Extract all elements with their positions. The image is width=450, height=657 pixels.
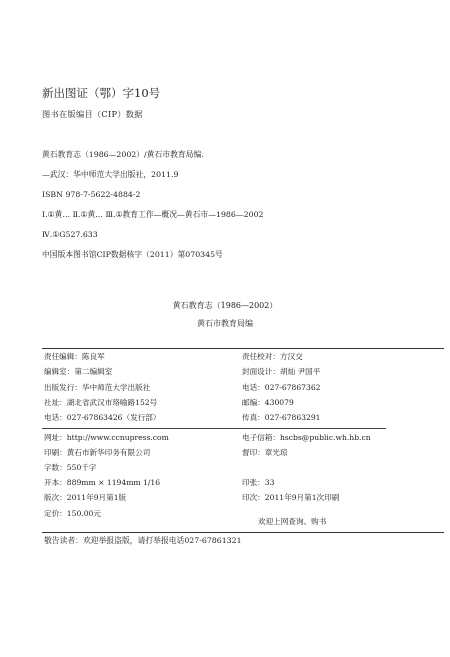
imprint-price: 定价：150.00元 (44, 509, 101, 518)
imprint-printing: 印次：2011年9月第1次印刷 (242, 493, 340, 502)
cip-line-subjects: Ⅰ.①黄… Ⅱ.①黄… Ⅲ.①教育工作—概况—黄石市—1986—2002 (42, 210, 264, 219)
imprint-format: 开本：889mm × 1194mm 1/16 (44, 478, 161, 487)
imprint-printer: 印刷：黄石市新华印务有限公司 (44, 448, 151, 457)
imprint-address: 社址：湖北省武汉市珞喻路152号 (44, 398, 158, 407)
imprint-print-supervisor: 督印：章光琼 (242, 448, 288, 457)
imprint-phone-sales: 电话：027-67863426（发行部） (44, 413, 161, 422)
imprint-fax: 传真：027-67863291 (242, 413, 321, 422)
cip-line-title: 黄石教育志（1986—2002）/黄石市教育局编. (42, 150, 204, 159)
imprint-responsible-editor: 责任编辑：陈良军 (44, 352, 105, 361)
imprint-email: 电子信箱：hscbs@public.wh.hb.cn (242, 433, 371, 442)
cip-record (42, 150, 264, 270)
cip-heading: 图书在版编目（CIP）数据 (42, 109, 143, 119)
imprint-website: 网址：http://www.ccnupress.com (44, 433, 169, 442)
license-number: 新出图证（鄂）字10号 (42, 86, 161, 100)
cip-line-verification: 中国版本图书馆CIP数据核字（2011）第070345号 (42, 250, 223, 259)
cip-line-classification: Ⅳ.①G527.633 (42, 230, 98, 239)
imprint-cover-design: 封面设计：胡灿 尹国平 (242, 367, 321, 376)
imprint-bottom-rule (42, 532, 444, 533)
book-title: 黄石教育志（1986—2002） (172, 301, 278, 310)
imprint-proofreader: 责任校对：方汉交 (242, 352, 303, 361)
imprint-postcode: 邮编：430079 (242, 398, 294, 407)
cip-line-isbn: ISBN 978-7-5622-4884-2 (42, 190, 141, 199)
imprint-top-rule (42, 348, 444, 349)
imprint-mid-rule (42, 428, 386, 429)
imprint-word-count: 字数：550千字 (44, 463, 97, 472)
cip-line-publisher: —武汉：华中师范大学出版社，2011.9 (42, 170, 179, 179)
imprint-edition: 版次：2011年9月第1版 (44, 493, 127, 502)
imprint-phone: 电话：027-67867362 (242, 383, 321, 392)
imprint-editorial-office: 编辑室：第二编辑室 (44, 367, 113, 376)
imprint-publisher: 出版发行：华中师范大学出版社 (44, 383, 151, 392)
imprint-sheets: 印张：33 (242, 478, 275, 487)
imprint-online-note: 欢迎上网查询、购书 (258, 517, 327, 526)
reader-notice: 敬告读者：欢迎举报盗版，请打举报电话027-67861321 (44, 536, 242, 545)
book-editor: 黄石市教育局编 (197, 319, 253, 328)
